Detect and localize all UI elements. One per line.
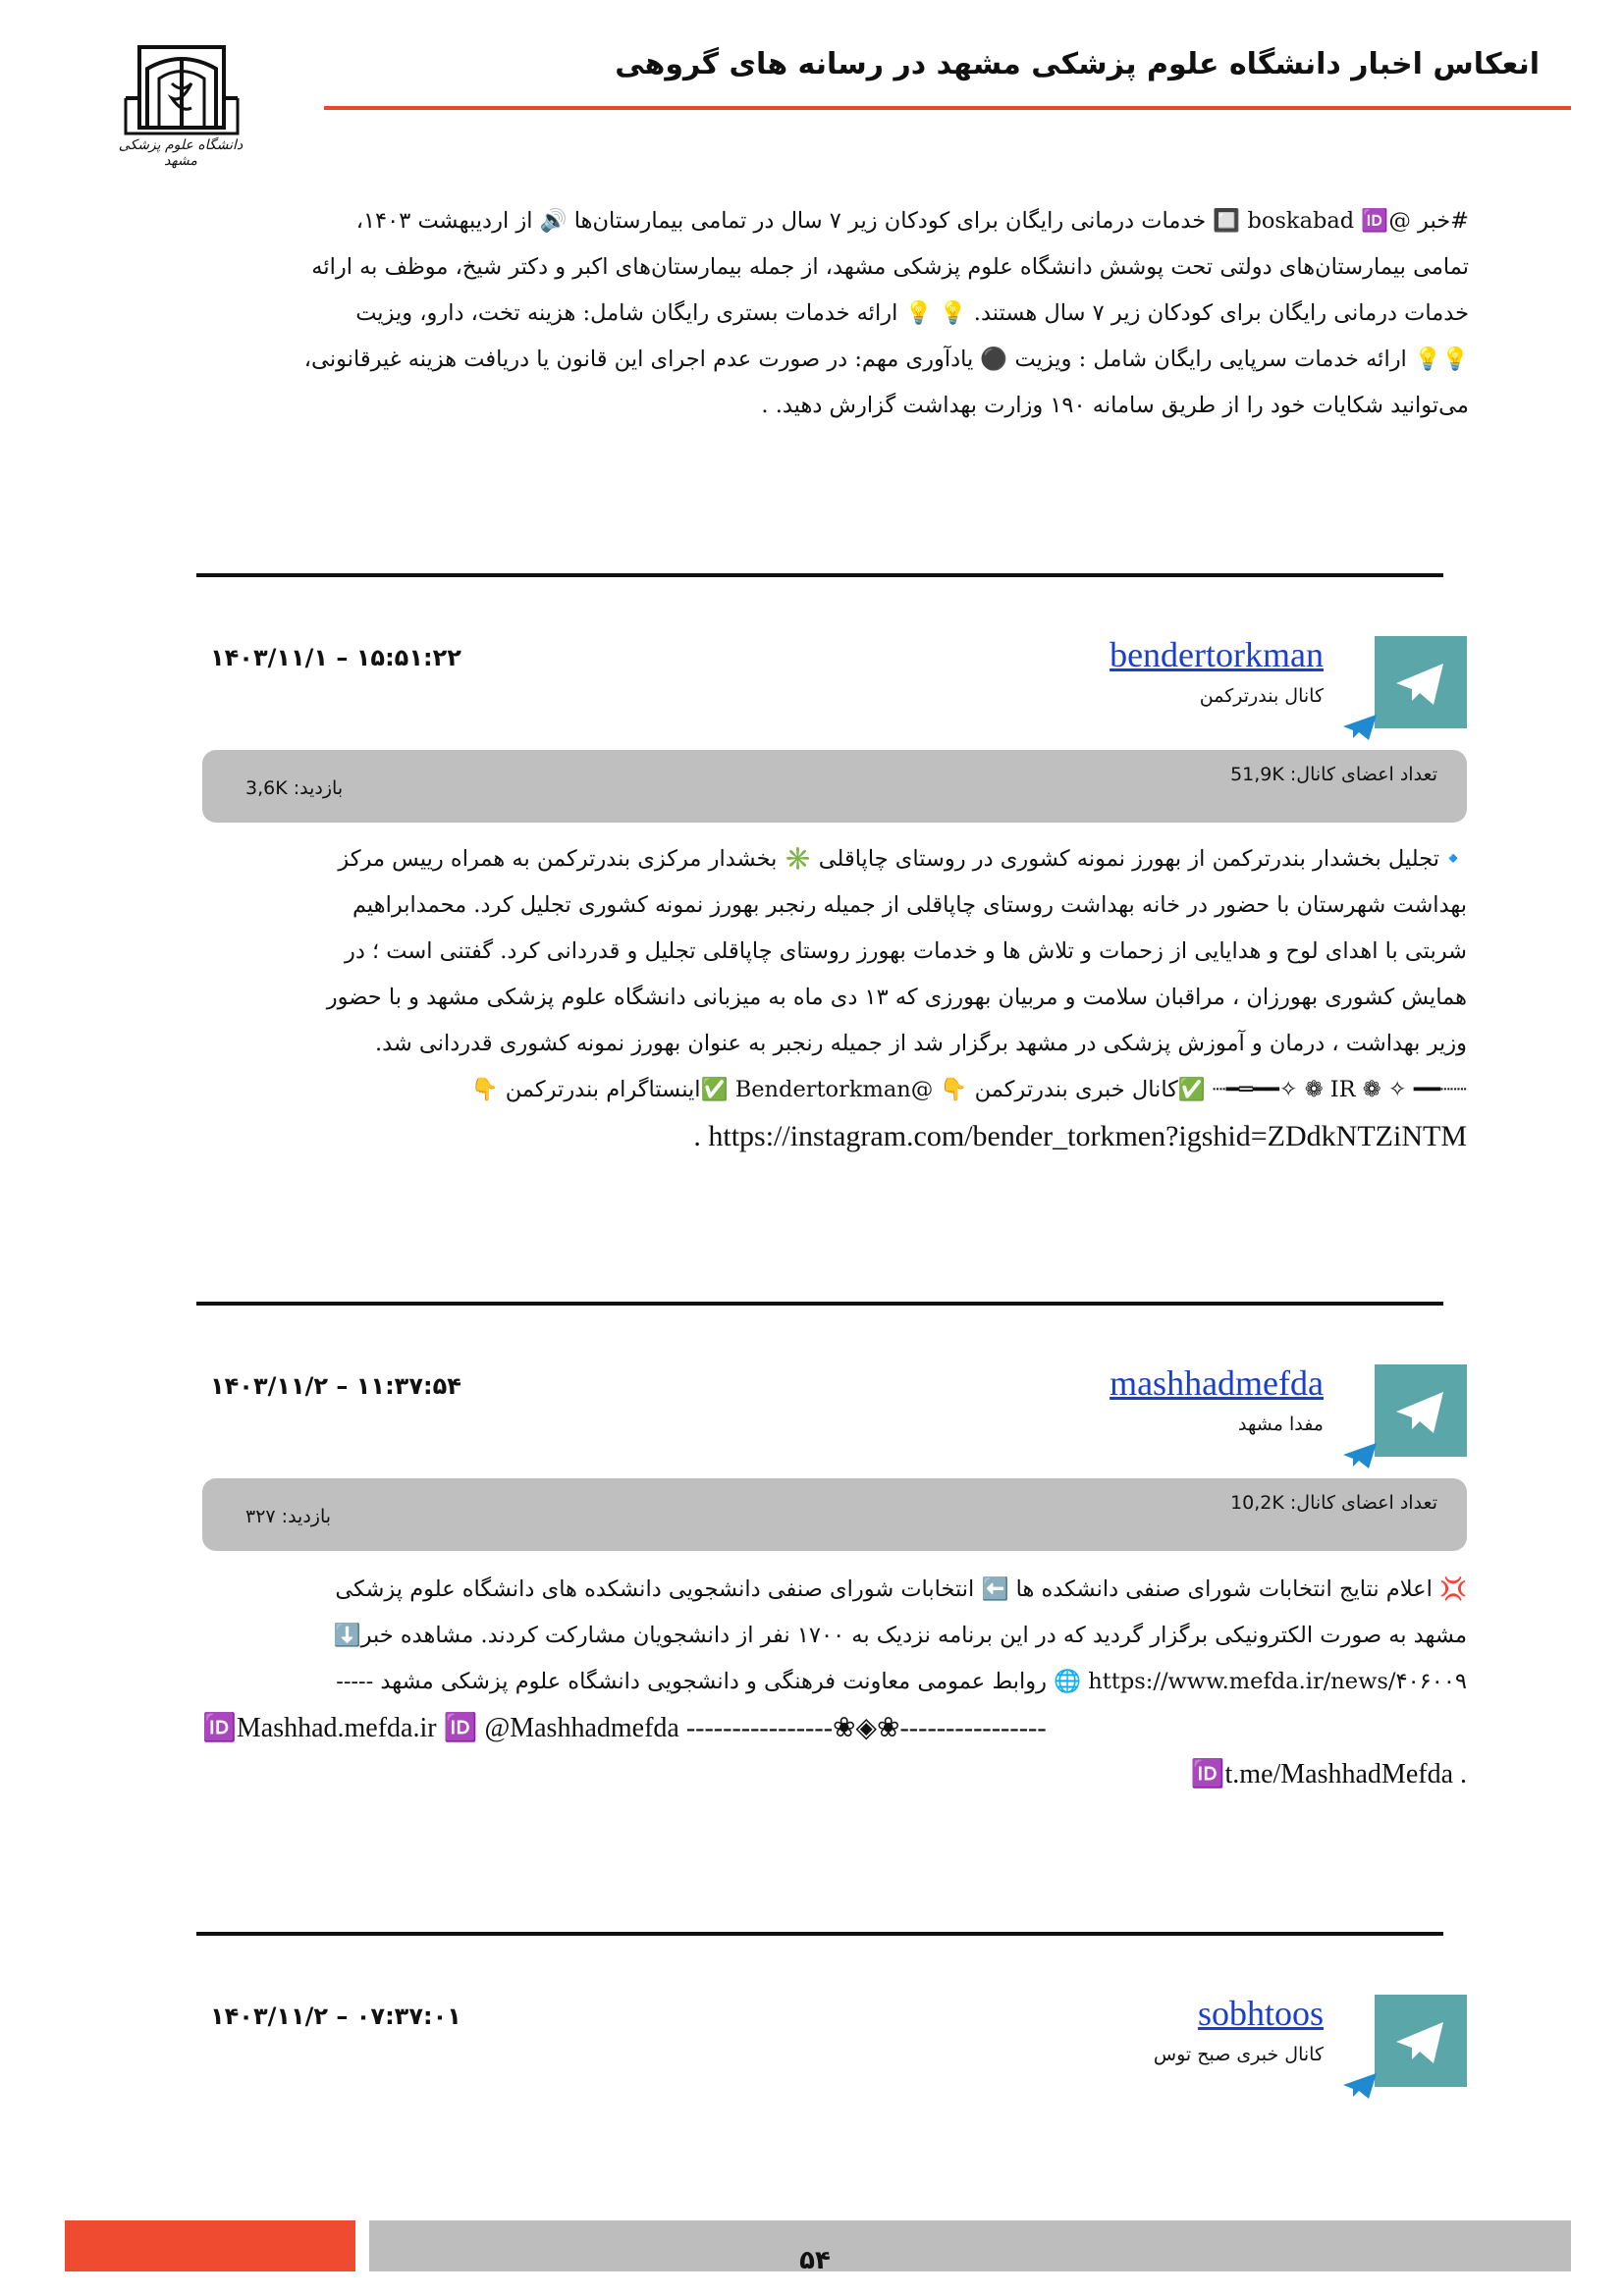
- channel-name: کانال بندرترکمن: [1199, 685, 1324, 707]
- channel-link[interactable]: mashhadmefda: [1110, 1363, 1324, 1403]
- post-line: ┈┈━━ ✧ ❁ IR ❁ ✧━━═━┈ ✅کانال خبری بندرترکمن 👇 @Bendertorkman ✅اینستاگرام بندرترکمن 👇: [470, 1077, 1467, 1102]
- channel-link[interactable]: sobhtoos: [1197, 1994, 1324, 2033]
- post-line: همایش کشوری بهورزان ، مراقبان سلامت و مربیان بهورزی که ۱۳ دی ماه به میزبانی دانشگاه علوم پزشکی مشهد و با حضور: [326, 985, 1467, 1010]
- logo-caption: دانشگاه علوم پزشکی مشهد: [118, 137, 244, 169]
- post-line: وزیر بهداشت ، درمان و آموزش پزشکی در مشهد برگزار شد از جمیله رنجبر به عنوان بهورز نمونه کشوری قدردانی شد.: [374, 1031, 1467, 1056]
- post-line: 🔹تجلیل بخشدار بندرترکمن از بهورز نمونه کشوری در روستای چاپاقلی ✳️ بخشدار مرکزی بندرترکمن به همراه رییس مرکز: [338, 846, 1467, 872]
- post-line: بهداشت شهرستان با حضور در خانه بهداشت روستای چاپاقلی از جمیله رنجبر بهورز نمونه کشوری تجلیل کرد. محمدابراهیم: [352, 892, 1467, 918]
- stats-bar: [202, 1478, 1467, 1551]
- view-count: بازدید: 3,6K: [245, 777, 344, 799]
- footer-red-block: [65, 2220, 355, 2271]
- post-line[interactable]: 🆔t.me/MashhadMefda .: [1190, 1759, 1467, 1789]
- page-number: ۵۴: [799, 2246, 831, 2275]
- telegram-icon: [1375, 1995, 1467, 2087]
- telegram-icon: [1375, 1364, 1467, 1457]
- post-body: [202, 836, 1467, 1159]
- footer-gray-block: [369, 2220, 1571, 2271]
- channel-name: مفدا مشهد: [1238, 1414, 1324, 1435]
- telegram-plane-icon: [1341, 1441, 1379, 1470]
- post-line[interactable]: https://www.mefda.ir/news/۴۰۶۰۰۹ 🌐 روابط عمومی معاونت فرهنگی و دانشجویی دانشگاه علوم پزشکی مشهد -----: [336, 1669, 1467, 1694]
- post-line[interactable]: https://instagram.com/bender_torkmen?igshid=ZDdkNTZiNTM .: [693, 1120, 1467, 1152]
- intro-line: #خبر @boskabad 🆔 🔲 خدمات درمانی رایگان برای کودکان زیر ۷ سال در تمامی بیمارستان‌ها 🔊 از اردیبهشت ۱۴۰۳،: [355, 208, 1469, 234]
- view-count: بازدید: ۳۲۷: [245, 1506, 332, 1527]
- post-line[interactable]: 🆔Mashhad.mefda.ir 🆔 @Mashhadmefda ----------------❀◈❀----------------: [202, 1713, 1047, 1743]
- intro-line: خدمات درمانی رایگان برای کودکان زیر ۷ سال هستند. 💡 💡 ارائه خدمات بستری رایگان شامل: هزینه تخت، دارو، ویزیت: [355, 300, 1469, 326]
- separator: [196, 573, 1443, 577]
- member-count: تعداد اعضای کانال: 51,9K: [1230, 764, 1437, 785]
- telegram-plane-icon: [1341, 713, 1379, 742]
- channel-link[interactable]: bendertorkman: [1110, 635, 1324, 674]
- telegram-icon: [1375, 636, 1467, 728]
- intro-line: می‌توانید شکایات خود را از طریق سامانه ۱۹۰ وزارت بهداشت گزارش دهید. .: [761, 393, 1469, 418]
- header-title: انعکاس اخبار دانشگاه علوم پزشکی مشهد در رسانه های گروهی: [615, 47, 1540, 81]
- post-line: شربتی با اهدای لوح و هدایایی از زحمات و تلاش ها و خدمات بهورز روستای چاپاقلی تجلیل و قدردانی کرد. گفتنی است ؛ در: [344, 938, 1467, 964]
- post-datetime: ۱۴۰۳/۱۱/۲ – ۰۷:۳۷:۰۱: [210, 2002, 461, 2030]
- post-line: 💢 اعلام نتایج انتخابات شورای صنفی دانشکده ها ⬅️ انتخابات شورای صنفی دانشجویی دانشکده های دانشگاه علوم پزشکی: [335, 1576, 1467, 1602]
- intro-paragraph: [192, 198, 1469, 429]
- separator: [196, 1932, 1443, 1936]
- post-body: [202, 1567, 1467, 1797]
- post-datetime: ۱۴۰۳/۱۱/۲ – ۱۱:۳۷:۵۴: [210, 1372, 461, 1400]
- member-count: تعداد اعضای کانال: 10,2K: [1230, 1492, 1437, 1514]
- stats-bar: [202, 750, 1467, 823]
- post-datetime: ۱۴۰۳/۱۱/۱ – ۱۵:۵۱:۲۲: [210, 644, 461, 671]
- intro-line: 💡💡 ارائه خدمات سرپایی رایگان شامل : ویزیت ⚫ یادآوری مهم: در صورت عدم اجرای این قانون یا دریافت هزینه غیرقانونی،: [303, 347, 1469, 372]
- header-rule: [324, 106, 1571, 110]
- telegram-plane-icon: [1341, 2071, 1379, 2101]
- separator: [196, 1302, 1443, 1306]
- post-line: مشهد به صورت الکترونیکی برگزار گردید که در این برنامه نزدیک به ۱۷۰۰ نفر از دانشجویان مشارکت کردند. مشاهده خبر⬇️: [333, 1623, 1467, 1648]
- intro-line: تمامی بیمارستان‌های دولتی تحت پوشش دانشگاه علوم پزشکی مشهد، از جمله بیمارستان‌های اکبر و دکتر شیخ، موظف به ارائه: [311, 254, 1469, 280]
- channel-name: کانال خبری صبح توس: [1153, 2044, 1324, 2065]
